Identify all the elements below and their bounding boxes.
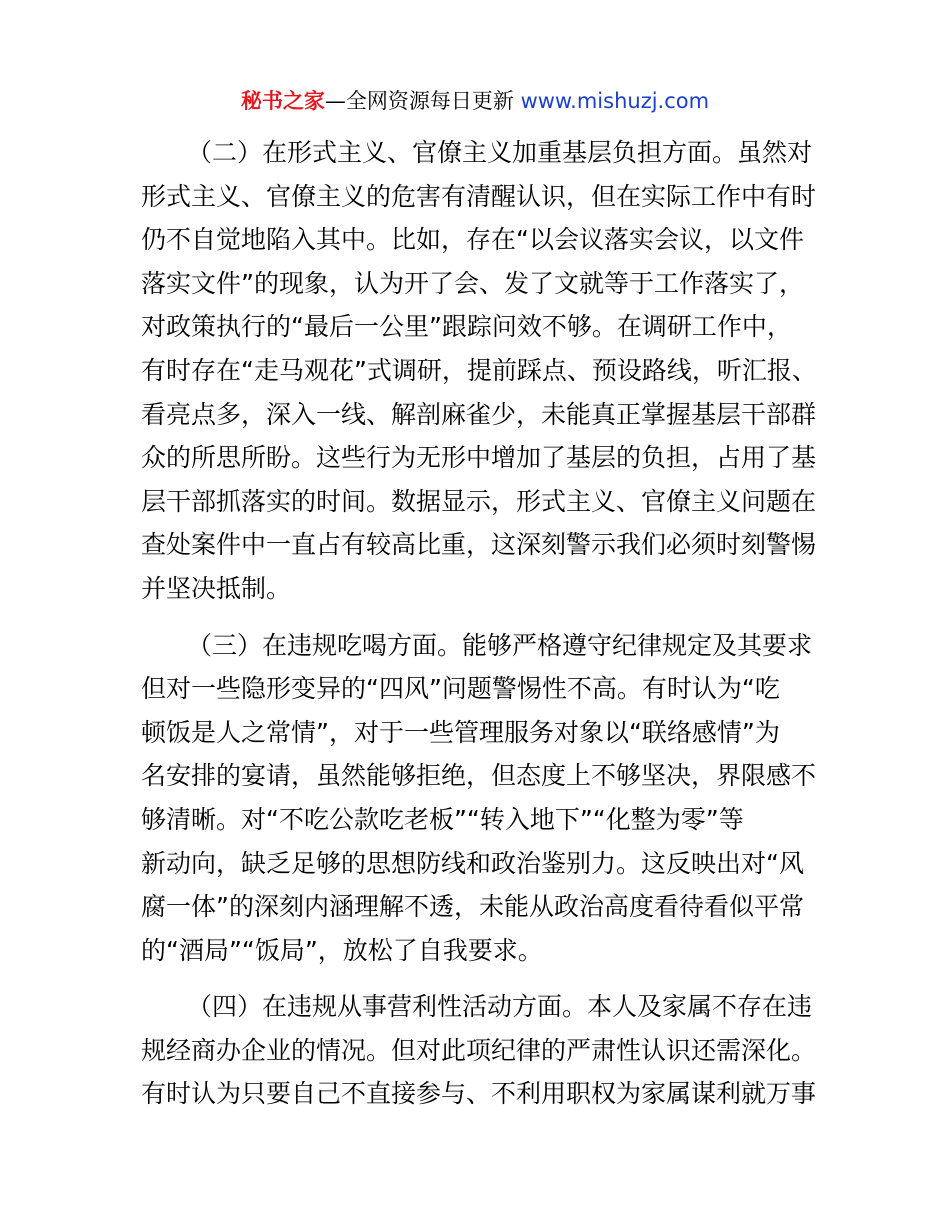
paragraph-banqueting [141,624,821,973]
text-line: 名安排的宴请，虽然能够拒绝，但态度上不够坚决，界限感不 [141,761,817,791]
text-line: 顿饭是人之常情”，对于一些管理服务对象以“联络感情”为 [141,717,780,747]
text-line: 仍不自觉地陷入其中。比如，存在“以会议落实会议，以文件 [141,225,804,255]
text-line: （四）在违规从事营利性活动方面。本人及家属不存在违 [187,992,813,1022]
text-line: 够清晰。对“不吃公款吃老板”“转入地下”“化整为零”等 [141,804,744,834]
site-url-link[interactable]: www.mishuzj.com [520,89,710,113]
brand-name: 秘书之家 [240,89,325,113]
text-line: 有时认为只要自己不直接参与、不利用职权为家属谋利就万事 [141,1079,817,1109]
text-line: 新动向，缺乏足够的思想防线和政治鉴别力。这反映出对“风 [141,848,804,878]
page-header [0,86,950,116]
text-line: 形式主义、官僚主义的危害有清醒认识，但在实际工作中有时 [141,181,817,211]
paragraph-spacer [141,611,821,624]
text-line: 规经商办企业的情况。但对此项纪律的严肃性认识还需深化。 [141,1035,817,1065]
text-line: 的“酒局”“饭局”，放松了自我要求。 [141,935,543,965]
text-line: 众的所思所盼。这些行为无形中增加了基层的负担，占用了基 [141,443,817,473]
text-line: 查处案件中一直占有较高比重，这深刻警示我们必须时刻警惕 [141,530,817,560]
text-line: 有时存在“走马观花”式调研，提前踩点、预设路线，听汇报、 [141,355,817,385]
text-line: 看亮点多，深入一线、解剖麻雀少，未能真正掌握基层干部群 [141,399,817,429]
paragraph-business-activity [141,985,821,1116]
text-line: 但对一些隐形变异的“四风”问题警惕性不高。有时认为“吃 [141,674,780,704]
text-line: 落实文件”的现象，认为开了会、发了文就等于工作落实了， [141,268,804,298]
header-slogan: —全网资源每日更新 [324,89,514,113]
text-line: 对政策执行的“最后一公里”跟踪问效不够。在调研工作中， [141,312,792,342]
document-body [141,131,821,1116]
text-line: （二）在形式主义、官僚主义加重基层负担方面。虽然对 [187,138,813,167]
paragraph-spacer [141,972,821,985]
text-line: 腐一体”的深刻内涵理解不透，未能从政治高度看待看似平常 [141,892,804,922]
text-line: 并坚决抵制。 [141,573,292,603]
paragraph-formalism [141,131,821,611]
text-line: 层干部抓落实的时间。数据显示，形式主义、官僚主义问题在 [141,486,817,516]
text-line: （三）在违规吃喝方面。能够严格遵守纪律规定及其要求 [187,630,813,660]
